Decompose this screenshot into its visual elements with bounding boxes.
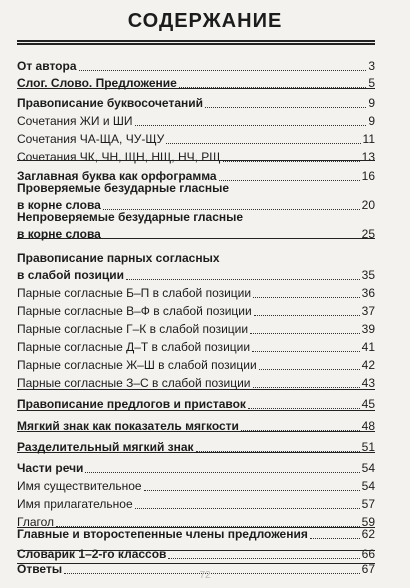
toc-entry bbox=[17, 285, 375, 301]
dot-leader bbox=[166, 142, 360, 144]
toc-entry-first-line: Непроверяемые безударные гласные bbox=[17, 210, 244, 224]
toc-entry bbox=[17, 149, 375, 165]
toc-entry-page: 42 bbox=[361, 358, 375, 372]
section-divider bbox=[17, 431, 375, 432]
toc-entry bbox=[17, 496, 375, 512]
dot-leader bbox=[253, 386, 360, 388]
toc-entry-title: Заглавная буква как орфограмма bbox=[17, 169, 217, 183]
toc-entry bbox=[17, 478, 375, 494]
dot-leader bbox=[85, 471, 359, 473]
toc-entry bbox=[17, 267, 375, 283]
dot-leader bbox=[250, 332, 360, 334]
toc-entry-title: Главные и второстепенные члены предложения bbox=[17, 527, 308, 541]
section-divider bbox=[17, 88, 375, 89]
dot-leader bbox=[254, 314, 360, 316]
toc-entry bbox=[17, 303, 375, 319]
toc-entry-title: Словарик 1–2-го классов bbox=[17, 547, 167, 561]
toc-entry-title: Парные согласные З–С в слабой позиции bbox=[17, 376, 251, 390]
toc-entry-title: в корне слова bbox=[17, 198, 101, 212]
section-divider bbox=[17, 410, 375, 411]
page-title: СОДЕРЖАНИЕ bbox=[127, 10, 283, 32]
toc-entry-page: 35 bbox=[361, 268, 375, 282]
toc-entry-page: 59 bbox=[361, 515, 375, 529]
toc-entry-title: Парные согласные Ж–Ш в слабой позиции bbox=[17, 358, 257, 372]
toc-entry-page: 13 bbox=[361, 150, 375, 164]
toc-entry-page: 57 bbox=[361, 497, 375, 511]
toc-entry-first-line: Правописание парных согласных bbox=[17, 251, 220, 265]
dot-leader bbox=[79, 69, 367, 71]
title-underline-second bbox=[17, 43, 375, 45]
section-divider bbox=[17, 238, 375, 239]
toc-entry bbox=[17, 131, 375, 147]
toc-entry-page: 48 bbox=[361, 419, 375, 433]
toc-entry-page: 11 bbox=[362, 132, 375, 146]
toc-entry-page: 5 bbox=[368, 76, 375, 90]
toc-entry bbox=[17, 95, 375, 111]
toc-entry-title: Сочетания ЧА-ЩА, ЧУ-ЩУ bbox=[17, 132, 165, 146]
title-underline bbox=[17, 40, 375, 42]
toc-entry-page: 51 bbox=[361, 440, 375, 454]
toc-entry bbox=[17, 321, 375, 337]
section-divider bbox=[17, 527, 375, 528]
toc-entry-title: Мягкий знак как показатель мягкости bbox=[17, 419, 239, 433]
dot-leader bbox=[135, 124, 367, 126]
dot-leader bbox=[126, 278, 360, 280]
toc-entry-title: Правописание предлогов и приставок bbox=[17, 397, 246, 411]
toc-entry-title: Имя прилагательное bbox=[17, 497, 133, 511]
toc-entry-title: в слабой позиции bbox=[17, 268, 125, 282]
toc-entry bbox=[17, 226, 375, 242]
toc-entry bbox=[17, 113, 375, 129]
dot-leader bbox=[205, 106, 366, 108]
section-divider bbox=[17, 389, 375, 390]
toc-entry-page: 16 bbox=[361, 169, 375, 183]
toc-entry-page: 20 bbox=[361, 198, 375, 212]
dot-leader bbox=[248, 407, 360, 409]
toc-entry-page: 66 bbox=[361, 547, 375, 561]
dot-leader bbox=[259, 368, 360, 370]
section-divider bbox=[17, 160, 375, 161]
dot-leader bbox=[253, 296, 360, 298]
toc-entry-title: Ответы bbox=[17, 562, 63, 576]
toc-entry-title: Парные согласные Б–П в слабой позиции bbox=[17, 286, 252, 300]
toc-entry-page: 67 bbox=[361, 562, 375, 576]
toc-entry bbox=[17, 546, 375, 562]
toc-entry-title: Слог. Слово. Предложение bbox=[17, 76, 177, 90]
toc-entry-page: 36 bbox=[361, 286, 375, 300]
toc-entry bbox=[17, 58, 375, 74]
toc-entry-title: Парные согласные В–Ф в слабой позиции bbox=[17, 304, 252, 318]
dot-leader bbox=[144, 489, 360, 491]
toc-entry-title: Правописание буквосочетаний bbox=[17, 96, 203, 110]
toc-entry-page: 25 bbox=[361, 227, 375, 241]
toc-entry-title: Части речи bbox=[17, 461, 84, 475]
footer-page-number: 72 bbox=[199, 570, 211, 581]
toc-entry-title: Имя существительное bbox=[17, 479, 142, 493]
toc-entry-page: 41 bbox=[361, 340, 375, 354]
toc-entry bbox=[17, 460, 375, 476]
toc-entry-title: Глагол bbox=[17, 515, 55, 529]
toc-entry-page: 54 bbox=[361, 461, 375, 475]
toc-entry-title: Парные согласные Г–К в слабой позиции bbox=[17, 322, 249, 336]
dot-leader bbox=[168, 557, 359, 559]
toc-entry-page: 3 bbox=[368, 59, 375, 73]
toc-entry-first-line: Проверяемые безударные гласные bbox=[17, 181, 230, 195]
toc-entry-page: 39 bbox=[361, 322, 375, 336]
section-divider bbox=[17, 452, 375, 453]
toc-entry-page: 9 bbox=[368, 114, 375, 128]
toc-entry-page: 9 bbox=[368, 96, 375, 110]
toc-entry-page: 45 bbox=[361, 397, 375, 411]
dot-leader bbox=[252, 350, 360, 352]
section-divider bbox=[17, 550, 375, 551]
toc-entry-title: Сочетания ЖИ и ШИ bbox=[17, 114, 133, 128]
toc-entry-page: 62 bbox=[361, 527, 375, 541]
toc-entry-title: Разделительный мягкий знак bbox=[17, 440, 194, 454]
toc-entry-title: Парные согласные Д–Т в слабой позиции bbox=[17, 340, 251, 354]
toc-entry-title: От автора bbox=[17, 59, 77, 73]
toc-entry-title: в корне слова bbox=[17, 227, 101, 241]
toc-entry-page: 37 bbox=[361, 304, 375, 318]
toc-entry bbox=[17, 339, 375, 355]
dot-leader bbox=[135, 507, 360, 509]
toc-entry bbox=[17, 357, 375, 373]
toc-entry-page: 54 bbox=[361, 479, 375, 493]
toc-entry-page: 43 bbox=[361, 376, 375, 390]
bottom-rule bbox=[17, 563, 375, 564]
toc-entry bbox=[17, 526, 375, 542]
toc-entry-title: Сочетания ЧК, ЧН, ЩН, НЩ, НЧ, РЩ bbox=[17, 150, 221, 164]
dot-leader bbox=[310, 537, 360, 539]
